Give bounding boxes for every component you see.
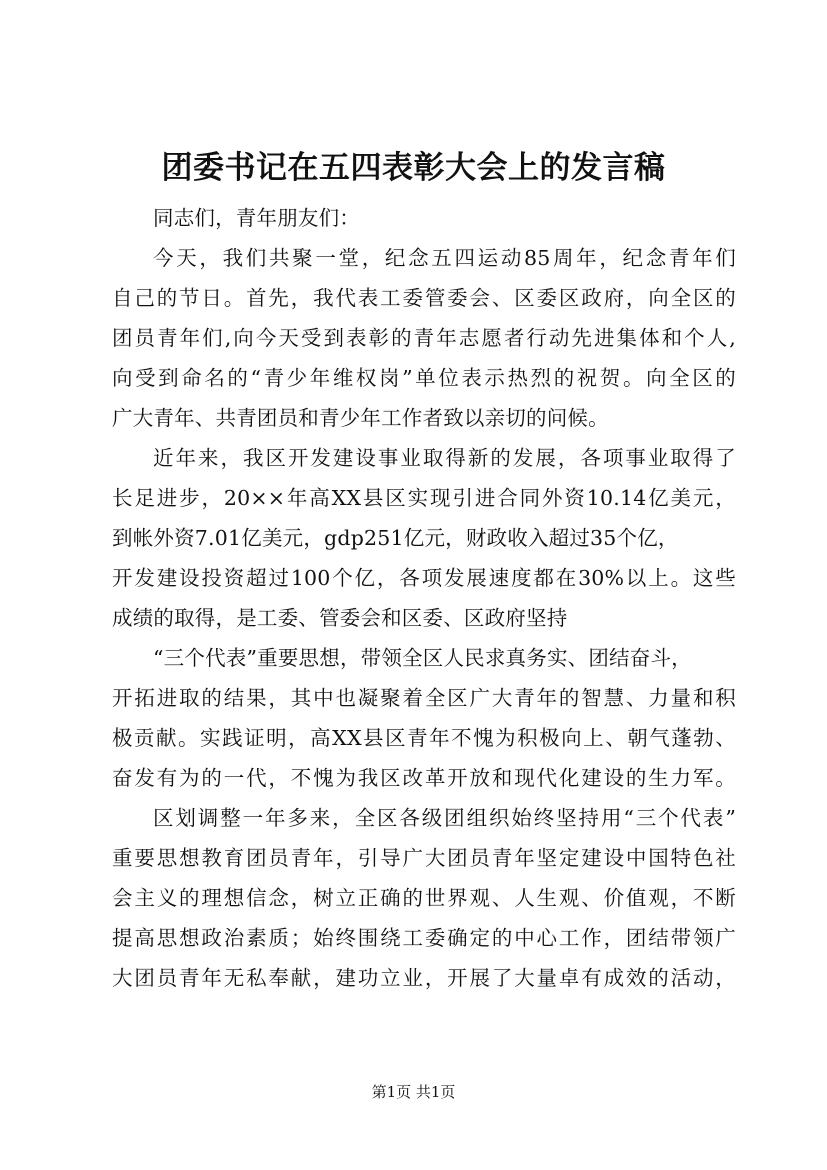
paragraph-line: 开发建设投资超过100个亿，各项发展速度都在30%以上。这些 (112, 566, 736, 590)
paragraph-line: 开拓进取的结果，其中也凝聚着全区广大青年的智慧、力量和积 (112, 686, 736, 710)
document-body (112, 198, 736, 998)
paragraph-line: 广大青年、共青团员和青少年工作者致以亲切的问候。 (112, 406, 609, 430)
paragraph-line: “三个代表”重要思想，带领全区人民求真务实、团结奋斗， (153, 646, 692, 670)
paragraph-line: 区划调整一年多来，全区各级团组织始终坚持用“三个代表” (153, 806, 736, 830)
paragraph-line: 到帐外资7.01亿美元，gdp251亿元，财政收入超过35个亿， (112, 526, 679, 550)
paragraph-line: 近年来，我区开发建设事业取得新的发展，各项事业取得了 (153, 446, 736, 470)
paragraph-line: 成绩的取得，是工委、管委会和区委、区政府坚持 (112, 606, 568, 630)
paragraph-line: 奋发有为的一代，不愧为我区改革开放和现代化建设的生力军。 (112, 766, 736, 790)
paragraph-line: 向受到命名的“青少年维权岗”单位表示热烈的祝贺。向全区的 (112, 366, 736, 390)
page-number-footer: 第1页 共1页 (371, 1083, 456, 1101)
paragraph-line: 会主义的理想信念，树立正确的世界观、人生观、价值观，不断 (112, 886, 736, 910)
paragraph-line: 大团员青年无私奉献，建功立业，开展了大量卓有成效的活动， (112, 966, 736, 990)
paragraph-line: 今天，我们共聚一堂，纪念五四运动85周年，纪念青年们 (153, 246, 736, 270)
paragraph-line: 提高思想政治素质；始终围绕工委确定的中心工作，团结带领广 (112, 926, 736, 950)
paragraph-line: 自己的节日。首先，我代表工委管委会、区委区政府，向全区的 (112, 286, 736, 310)
paragraph-line: 极贡献。实践证明，高XX县区青年不愧为积极向上、朝气蓬勃、 (112, 726, 736, 750)
salutation-line: 同志们，青年朋友们： (153, 206, 360, 230)
paragraph-line: 长足进步，20××年高XX县区实现引进合同外资10.14亿美元， (112, 486, 736, 510)
paragraph-line: 团员青年们,向今天受到表彰的青年志愿者行动先进集体和个人, (112, 326, 736, 350)
paragraph-line: 重要思想教育团员青年，引导广大团员青年坚定建设中国特色社 (112, 846, 736, 870)
document-title: 团委书记在五四表彰大会上的发言稿 (161, 150, 666, 186)
